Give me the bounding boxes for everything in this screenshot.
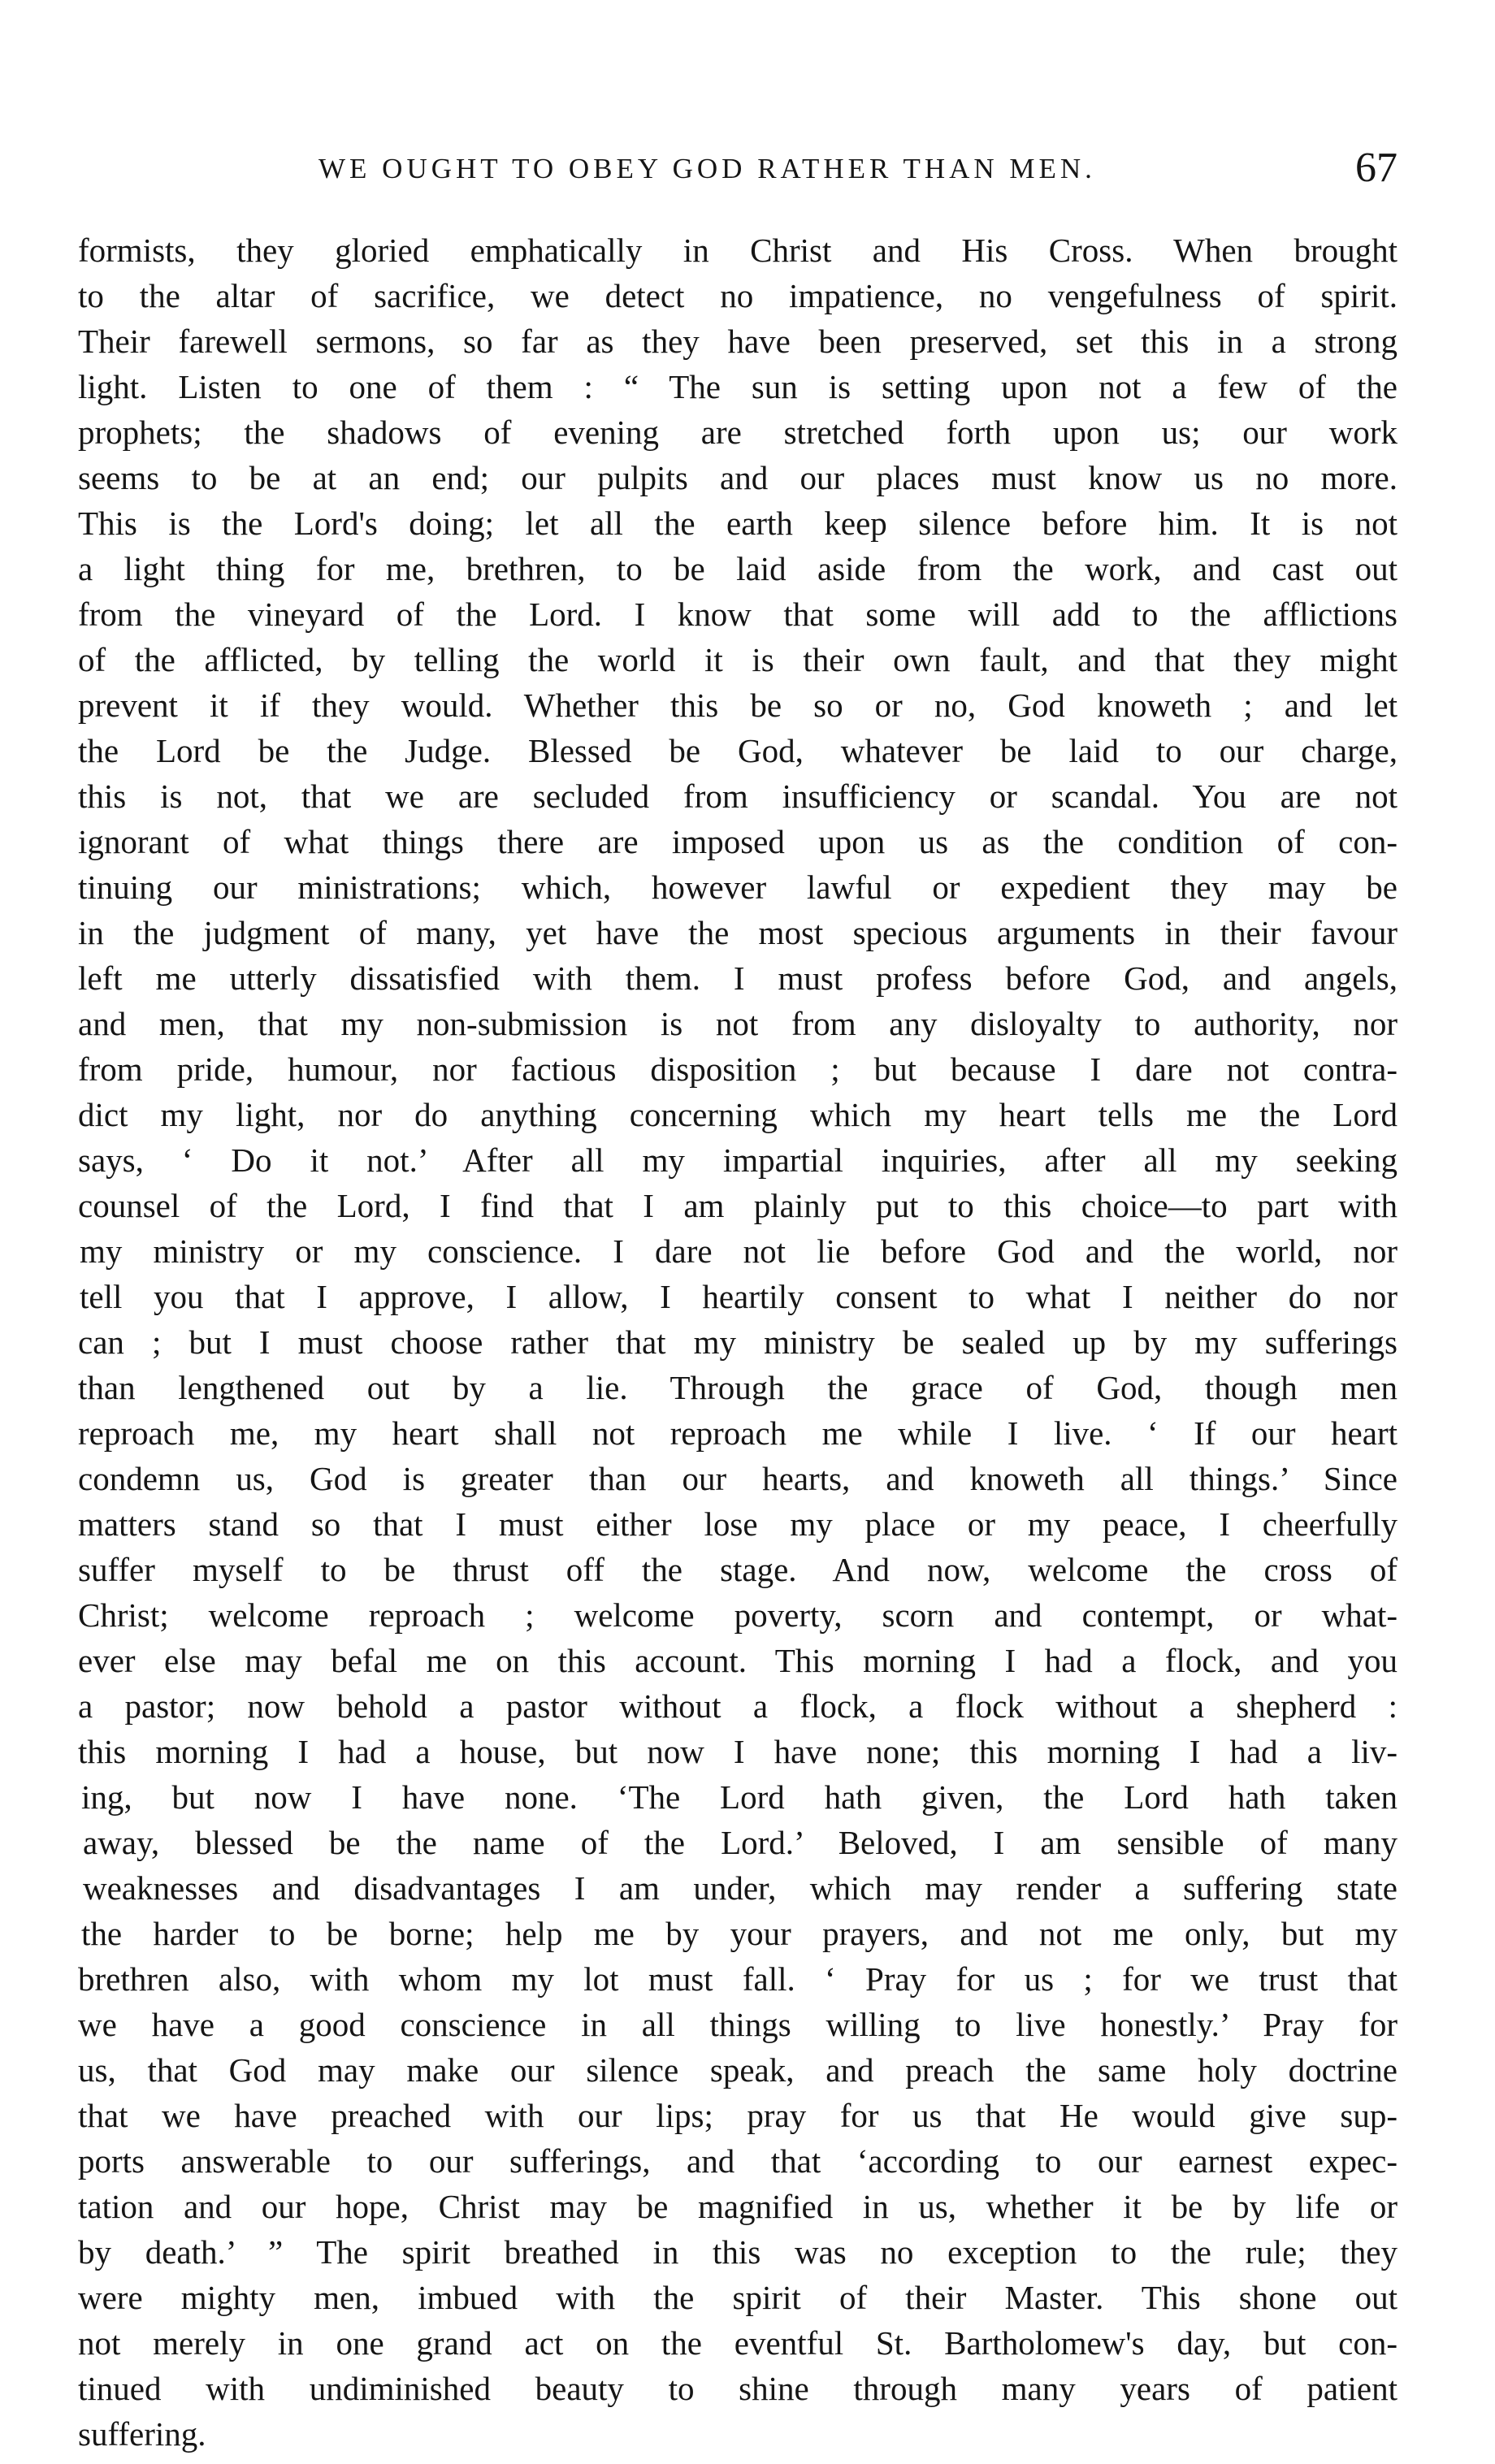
text-line: Their farewell sermons, so far as they have been preserved, set this in a strong [78, 323, 1398, 360]
text-line: can ; but I must choose rather that my ministry be sealed up by my sufferings [78, 1323, 1398, 1361]
text-line: tinuing our ministrations; which, however lawful or expedient they may be [78, 868, 1398, 906]
text-line: left me utterly dissatisfied with them. I must profess before God, and angels, [78, 959, 1398, 997]
text-line: and men, that my non-submission is not from any disloyalty to authority, nor [78, 1005, 1398, 1042]
text-line: tinued with undiminished beauty to shine through many years of patient [78, 2370, 1398, 2407]
text-line: the harder to be borne; help me by your prayers, and not me only, but my [81, 1915, 1398, 1952]
text-line: weaknesses and disadvantages I am under, which may render a suffering state [83, 1869, 1398, 1907]
text-line: that we have preached with our lips; pray for us that He would give sup- [78, 2097, 1398, 2134]
text-line: to the altar of sacrifice, we detect no impatience, no vengefulness of spirit. [78, 277, 1398, 314]
text-line: suffering. [78, 2415, 206, 2453]
text-line: ports answerable to our sufferings, and that ‘according to our earnest expec- [78, 2142, 1398, 2180]
text-line: from pride, humour, nor factious disposition ; but because I dare not contra- [78, 1050, 1398, 1088]
text-line: tation and our hope, Christ may be magnified in us, whether it be by life or [78, 2188, 1398, 2225]
text-line: in the judgment of many, yet have the most specious arguments in their favour [78, 914, 1398, 951]
text-line: tell you that I approve, I allow, I heartily consent to what I neither do nor [80, 1278, 1398, 1315]
text-line: not merely in one grand act on the eventful St. Bartholomew's day, but con- [78, 2324, 1398, 2362]
text-line: a pastor; now behold a pastor without a flock, a flock without a shepherd : [78, 1687, 1398, 1725]
body-text [78, 227, 1398, 2457]
running-header [0, 145, 1495, 193]
text-line: says, ‘ Do it not.’ After all my impartial inquiries, after all my seeking [78, 1141, 1398, 1179]
text-line: This is the Lord's doing; let all the earth keep silence before him. It is not [78, 504, 1398, 542]
text-line: ing, but now I have none. ‘The Lord hath given, the Lord hath taken [81, 1778, 1398, 1816]
text-line: us, that God may make our silence speak, and preach the same holy doctrine [78, 2051, 1398, 2089]
text-line: condemn us, God is greater than our hearts, and knoweth all things.’ Since [78, 1460, 1398, 1497]
text-line: Christ; welcome reproach ; welcome poverty, scorn and contempt, or what- [78, 1596, 1398, 1634]
text-line: ever else may befal me on this account. This morning I had a flock, and you [78, 1642, 1398, 1679]
text-line: by death.’ ” The spirit breathed in this was no exception to the rule; they [78, 2233, 1398, 2271]
text-line: away, blessed be the name of the Lord.’ Beloved, I am sensible of many [83, 1824, 1398, 1861]
text-line: counsel of the Lord, I find that I am plainly put to this choice—to part with [78, 1187, 1398, 1224]
text-line: ignorant of what things there are imposed upon us as the condition of con- [78, 823, 1398, 860]
text-line: suffer myself to be thrust off the stage. And now, welcome the cross of [78, 1551, 1398, 1588]
text-line: brethren also, with whom my lot must fall. ‘ Pray for us ; for we trust that [78, 1960, 1398, 1998]
text-line: my ministry or my conscience. I dare not lie before God and the world, nor [80, 1232, 1398, 1270]
text-line: formists, they gloried emphatically in Christ and His Cross. When brought [78, 232, 1398, 269]
text-line: dict my light, nor do anything concerning which my heart tells me the Lord [78, 1096, 1398, 1133]
text-line: were mighty men, imbued with the spirit of their Master. This shone out [78, 2279, 1398, 2316]
text-line: seems to be at an end; our pulpits and our places must know us no more. [78, 459, 1398, 496]
text-line: prevent it if they would. Whether this be so or no, God knoweth ; and let [78, 686, 1398, 724]
text-line: reproach me, my heart shall not reproach me while I live. ‘ If our heart [78, 1414, 1398, 1452]
text-line: light. Listen to one of them : “ The sun is setting upon not a few of the [78, 368, 1398, 405]
text-line: we have a good conscience in all things willing to live honestly.’ Pray for [78, 2006, 1398, 2043]
page-number: 67 [1355, 145, 1398, 191]
text-line: this is not, that we are secluded from insufficiency or scandal. You are not [78, 777, 1398, 815]
text-line: of the afflicted, by telling the world it is their own fault, and that they might [78, 641, 1398, 678]
text-line: the Lord be the Judge. Blessed be God, whatever be laid to our charge, [78, 732, 1398, 769]
text-line: from the vineyard of the Lord. I know that some will add to the afflictions [78, 595, 1398, 633]
text-line: matters stand so that I must either lose my place or my peace, I cheerfully [78, 1505, 1398, 1543]
text-line: this morning I had a house, but now I have none; this morning I had a liv- [78, 1733, 1398, 1770]
text-line: prophets; the shadows of evening are stretched forth upon us; our work [78, 414, 1398, 451]
running-title: WE OUGHT TO OBEY GOD RATHER THAN MEN. [318, 153, 1096, 184]
text-line: than lengthened out by a lie. Through the grace of God, though men [78, 1369, 1398, 1406]
text-line: a light thing for me, brethren, to be laid aside from the work, and cast out [78, 550, 1398, 587]
